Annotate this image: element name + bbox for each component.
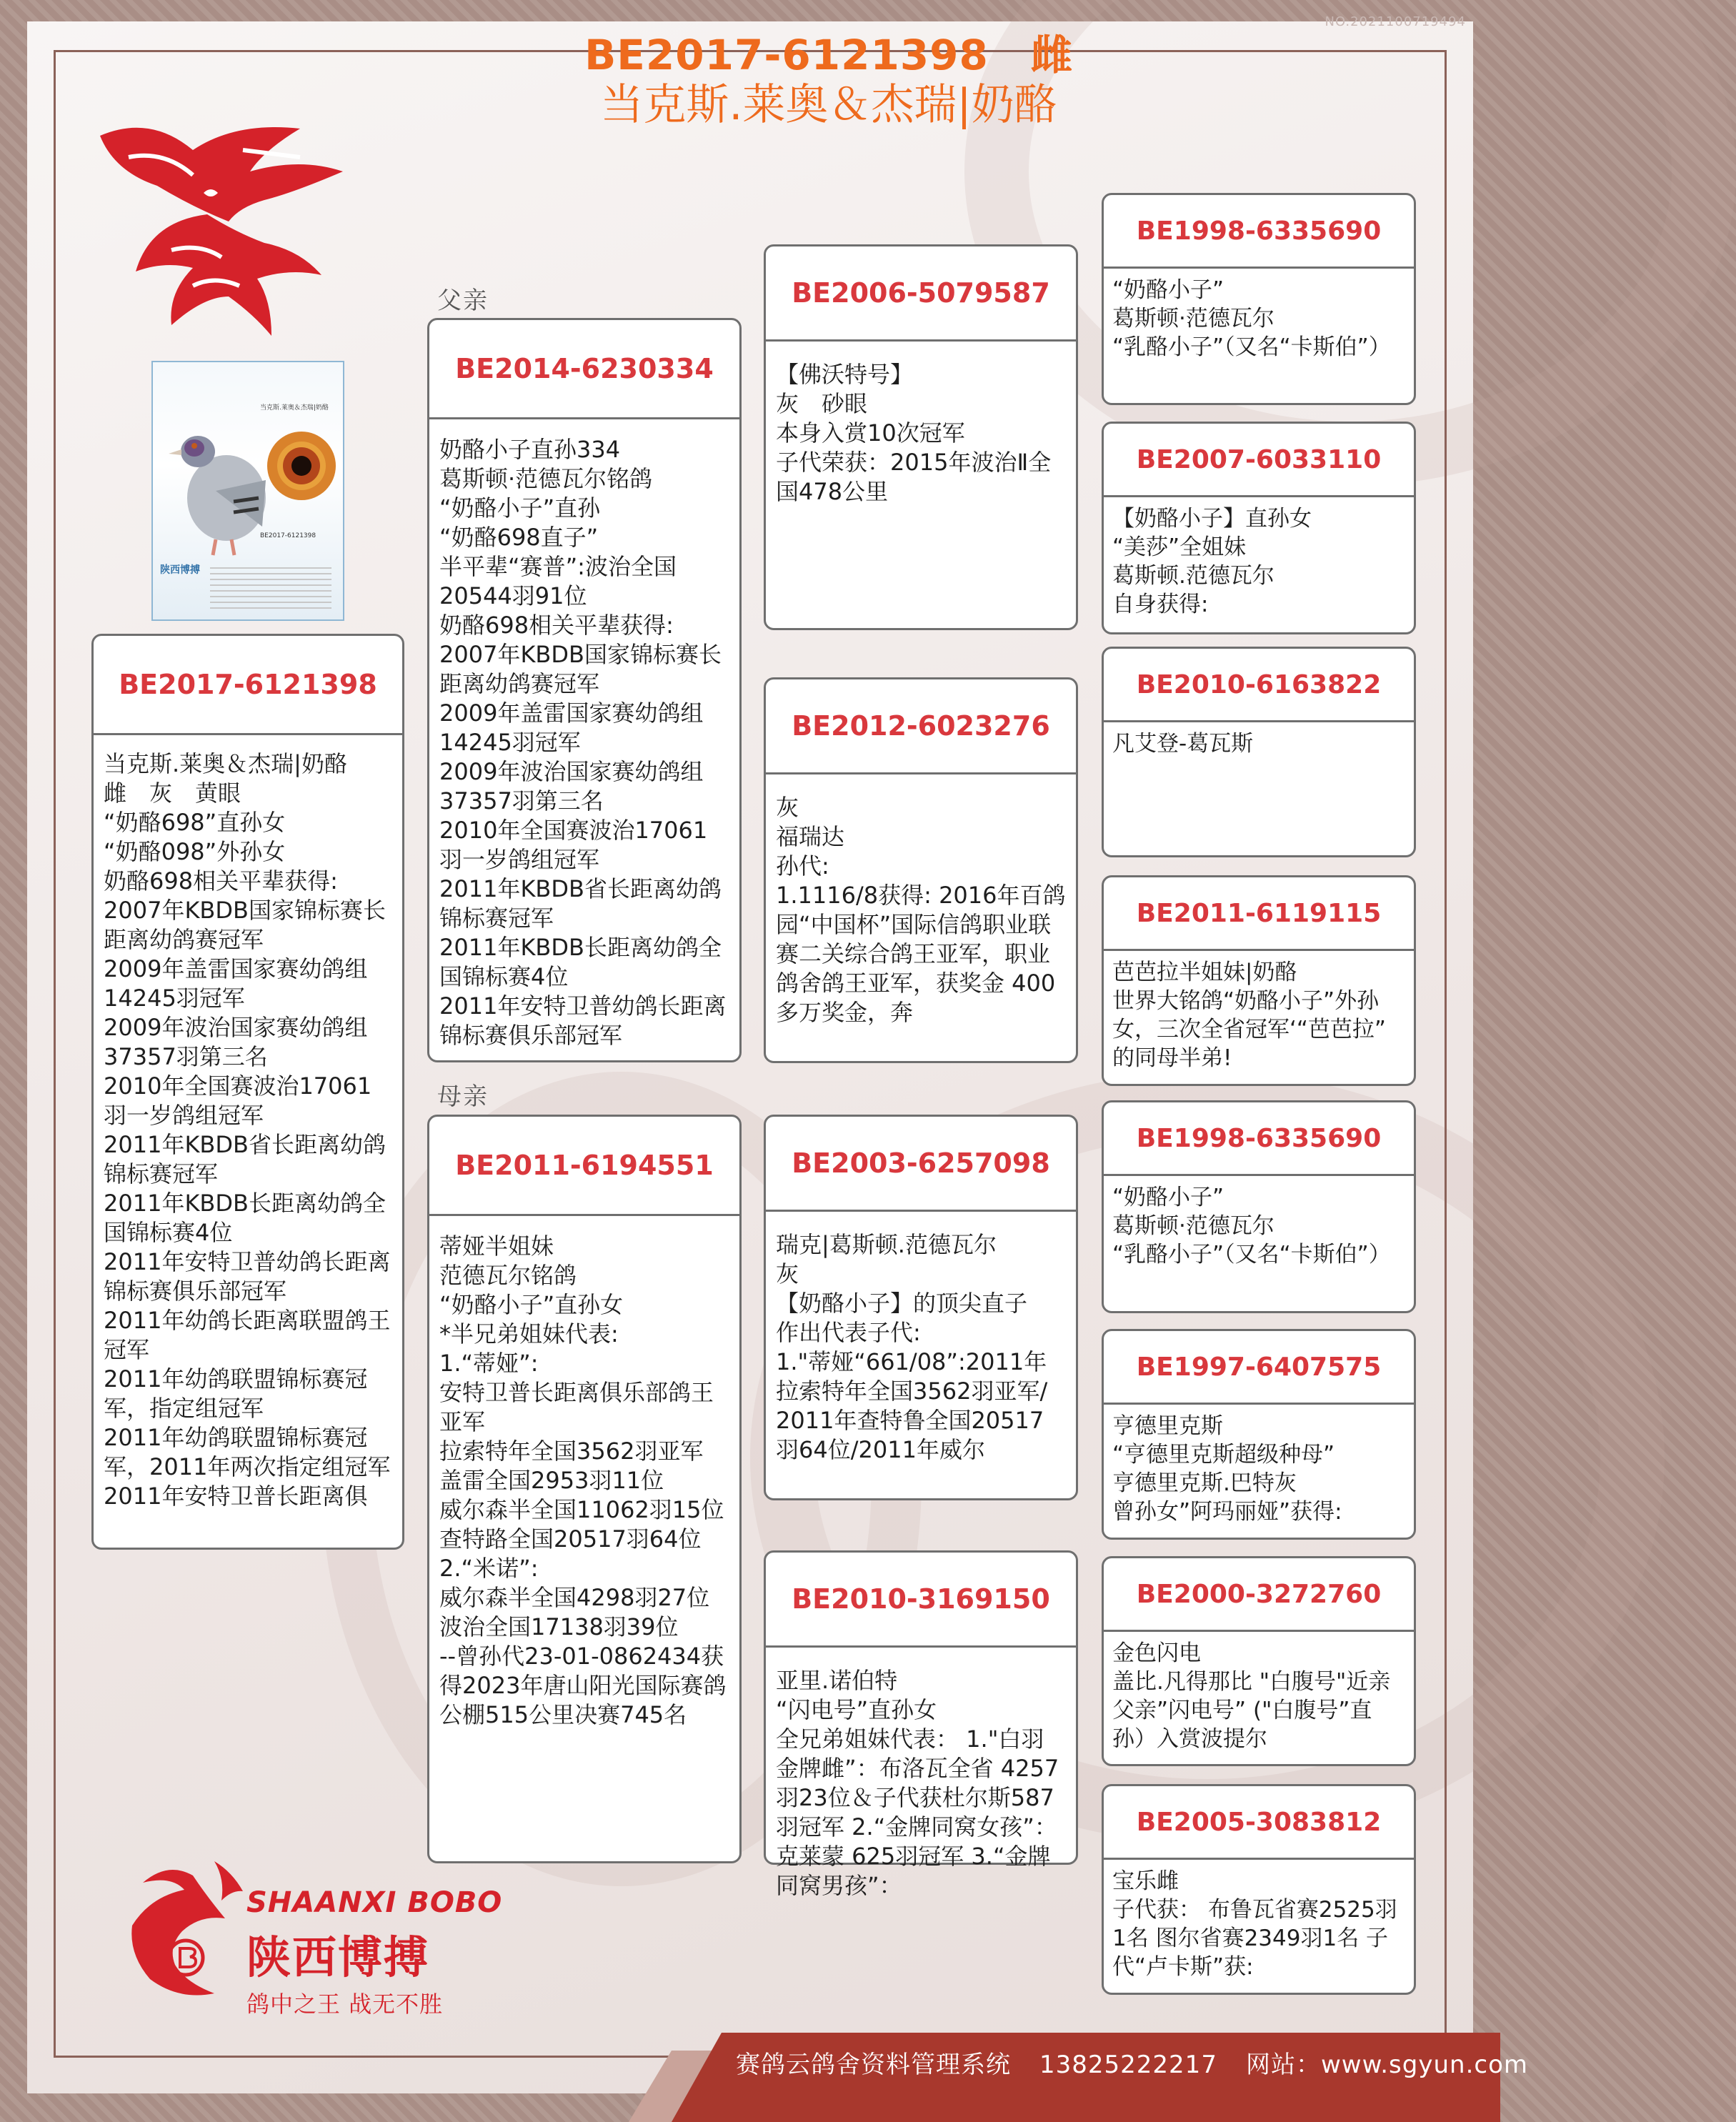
grandparent-ring: BE2003-6257098 (766, 1117, 1076, 1212)
grandparent-ring: BE2006-5079587 (766, 246, 1076, 342)
great-grandparent-card (1102, 875, 1416, 1086)
grandparent-card (764, 1550, 1078, 1899)
pigeon-photo (166, 412, 273, 562)
great-grandparent-details: “奶酪小子” 葛斯顿·范德瓦尔 “乳酪小子”（又名“卡斯伯”） (1112, 277, 1391, 360)
brand-slogan: 鸽中之王 战无不胜 (246, 1991, 444, 2018)
grandparent-ring: BE2010-3169150 (766, 1553, 1076, 1648)
grandparent-details: 灰 福瑞达 孙代: 1.1116/8获得: 2016年百鸽园“中国杯”国际信鸽职业联赛二关综合鸽王亚军，职业鸽舍鸽王亚军，获奖金 400多万奖金，奔 (776, 794, 1066, 1026)
grandparent-details: 瑞克|葛斯顿.范德瓦尔 灰 【奶酪小子】的顶尖直子 作出代表子代: 1."蒂娅“661/08”:2011年拉索特年全国3562羽亚军/ 2011年查特鲁全国20517羽64位/2011年威尔 (776, 1231, 1048, 1463)
cover-ring: BE2017-6121398 (260, 532, 316, 539)
father-label: 父亲 (437, 287, 489, 315)
grandparent-card (764, 244, 1078, 630)
grandparent-card (764, 1115, 1078, 1500)
phoenix-logo (86, 107, 357, 350)
great-grandparent-ring: BE2010-6163822 (1104, 649, 1414, 722)
great-grandparent-ring: BE1998-6335690 (1104, 195, 1414, 269)
dam-details: 蒂娅半姐妹 范德瓦尔铭鸽 “奶酪小子”直孙女 *半兄弟姐妹代表: 1.“蒂娅”: 安特卫普长距离俱乐部鸽王亚军 拉索特年全国3562羽亚军 盖雷全国2953羽11位 威尔森半全国11062羽15位 查特路全国20517羽64位 2.“米诺”: 威尔森半全国4298羽27位 波治全国17138羽39位 --曾孙代23-01-0862434获得2023年唐山阳光国际赛鸽公棚515公里决赛745名 (439, 1232, 727, 1728)
great-grandparent-ring: BE1997-6407575 (1104, 1331, 1414, 1405)
pedigree-title (572, 30, 1086, 130)
document-number: NO.2021100719494 (1325, 14, 1466, 29)
sire-details: 奶酪小子直孙334 葛斯顿·范德瓦尔铭鸽 “奶酪小子”直孙 “奶酪698直子” 半平辈“赛普”:波治全国20544羽91位 奶酪698相关平辈获得: 2007年KBDB国家锦标赛长距离幼鸽赛冠军 2009年盖雷国家赛幼鸽组14245羽冠军 2009年波治国家赛幼鸽组37357羽第三名 2010年全国赛波治17061羽一岁鸽组冠军 2011年KBDB省长距离幼鸽锦标赛冠军 2011年KBDB长距离幼鸽全国锦标赛4位 2011年安特卫普幼鸽长距离锦标赛俱乐部冠军 (439, 436, 727, 1049)
brand-chinese-name: 陕西博搏 (246, 1931, 430, 1983)
footer-info (736, 2045, 1528, 2080)
great-grandparent-details: 亨德里克斯 “亨德里克斯超级种母” 亨德里克斯.巴特灰 曾孙女”阿玛丽娅”获得: (1112, 1413, 1342, 1525)
great-grandparent-ring: BE2011-6119115 (1104, 877, 1414, 951)
great-grandparent-ring: BE2000-3272760 (1104, 1558, 1414, 1632)
cover-title: 当克斯.莱奥＆杰瑞|奶酪 (260, 404, 329, 412)
great-grandparent-details: 芭芭拉半姐妹|奶酪 世界大铭鸽“奶酪小子”外孙 女，三次全省冠军‘“芭芭拉” 的同母半弟! (1112, 960, 1386, 1071)
subject-details: 当克斯.莱奥＆杰瑞|奶酪 雌 灰 黄眼 “奶酪698”直孙女 “奶酪098”外孙女 奶酪698相关平辈获得: 2007年KBDB国家锦标赛长距离幼鸽赛冠军 2009年盖雷国家赛幼鸽组14245羽冠军 2009年波治国家赛幼鸽组37357羽第三名 2010年全国赛波治17061羽一岁鸽组冠军 2011年KBDB省长距离幼鸽锦标赛冠军 2011年KBDB长距离幼鸽全国锦标赛4位 2011年安特卫普幼鸽长距离锦标赛俱乐部冠军 2011年幼鸽长距离联盟鸽王冠军 2011年幼鸽联盟锦标赛冠军，指定组冠军 2011年幼鸽联盟锦标赛冠军，2011年两次指定组冠军 2011年安特卫普长距离俱 (104, 750, 391, 1510)
great-grandparent-card (1102, 647, 1416, 857)
footer-phone: 13825222217 (1039, 2051, 1217, 2079)
title-pigeon-name: 当克斯.莱奥＆杰瑞|奶酪 (600, 80, 1057, 130)
mother-label: 母亲 (437, 1082, 489, 1111)
great-grandparent-card (1102, 422, 1416, 634)
cover-brand: 陕西博搏 (160, 564, 200, 576)
sire-card (427, 318, 742, 1062)
dam-card (427, 1115, 742, 1863)
great-grandparent-card (1102, 1329, 1416, 1540)
great-grandparent-ring: BE1998-6335690 (1104, 1102, 1414, 1176)
great-grandparent-details: 宝乐雌 子代获： 布鲁瓦省赛2525羽1名 图尔省赛2349羽1名 子代“卢卡斯”获: (1112, 1868, 1397, 1980)
pigeon-eye-photo (266, 430, 337, 502)
sire-ring: BE2014-6230334 (429, 320, 739, 419)
subject-ring: BE2017-6121398 (94, 636, 402, 735)
great-grandparent-card (1102, 1100, 1416, 1313)
dam-ring: BE2011-6194551 (429, 1117, 739, 1216)
grandparent-details: 【佛沃特号】 灰 砂眼 本身入赏10次冠军 子代荣获：2015年波治Ⅱ全国478公里 (776, 361, 1052, 505)
brand-english-name: SHAANXI BOBO (246, 1886, 503, 1919)
great-grandparent-ring: BE2005-3083812 (1104, 1786, 1414, 1860)
great-grandparent-details: 【奶酪小子】直孙女 “美莎”全姐妹 葛斯顿.范德瓦尔 自身获得: (1112, 506, 1312, 617)
great-grandparent-details: “奶酪小子” 葛斯顿·范德瓦尔 “乳酪小子”（又名“卡斯伯”） (1112, 1185, 1391, 1267)
book-cover-image (151, 361, 344, 621)
grandparent-details: 亚里.诺伯特 “闪电号”直孙女 全兄弟姐妹代表： 1."白羽金牌雌”：布洛瓦全省 4257羽23位＆子代获杜尔斯587 羽冠军 2.“金牌同窝女孩”：克莱蒙 625羽冠军 3.“金牌同窝男孩”： (776, 1667, 1059, 1899)
grandparent-card (764, 677, 1078, 1063)
great-grandparent-ring: BE2007-6033110 (1104, 424, 1414, 497)
cover-small-text (210, 566, 331, 609)
title-ring-number: BE2017-6121398 雌 (584, 31, 1073, 79)
great-grandparent-card (1102, 1556, 1416, 1766)
great-grandparent-details: 金色闪电 盖比.凡得那比 "白腹号"近亲 父亲”闪电号” ("白腹号”直 孙）入赏波提尔 (1112, 1640, 1391, 1752)
great-grandparent-card (1102, 193, 1416, 405)
subject-card (91, 634, 404, 1550)
grandparent-ring: BE2012-6023276 (766, 679, 1076, 774)
great-grandparent-details: 凡艾登-葛瓦斯 (1112, 731, 1254, 757)
footer-website-link[interactable]: 网站：www.sgyun.com (1245, 2051, 1528, 2079)
footer-system-name: 赛鸽云鸽舍资料管理系统 (736, 2051, 1011, 2079)
great-grandparent-card (1102, 1784, 1416, 1995)
